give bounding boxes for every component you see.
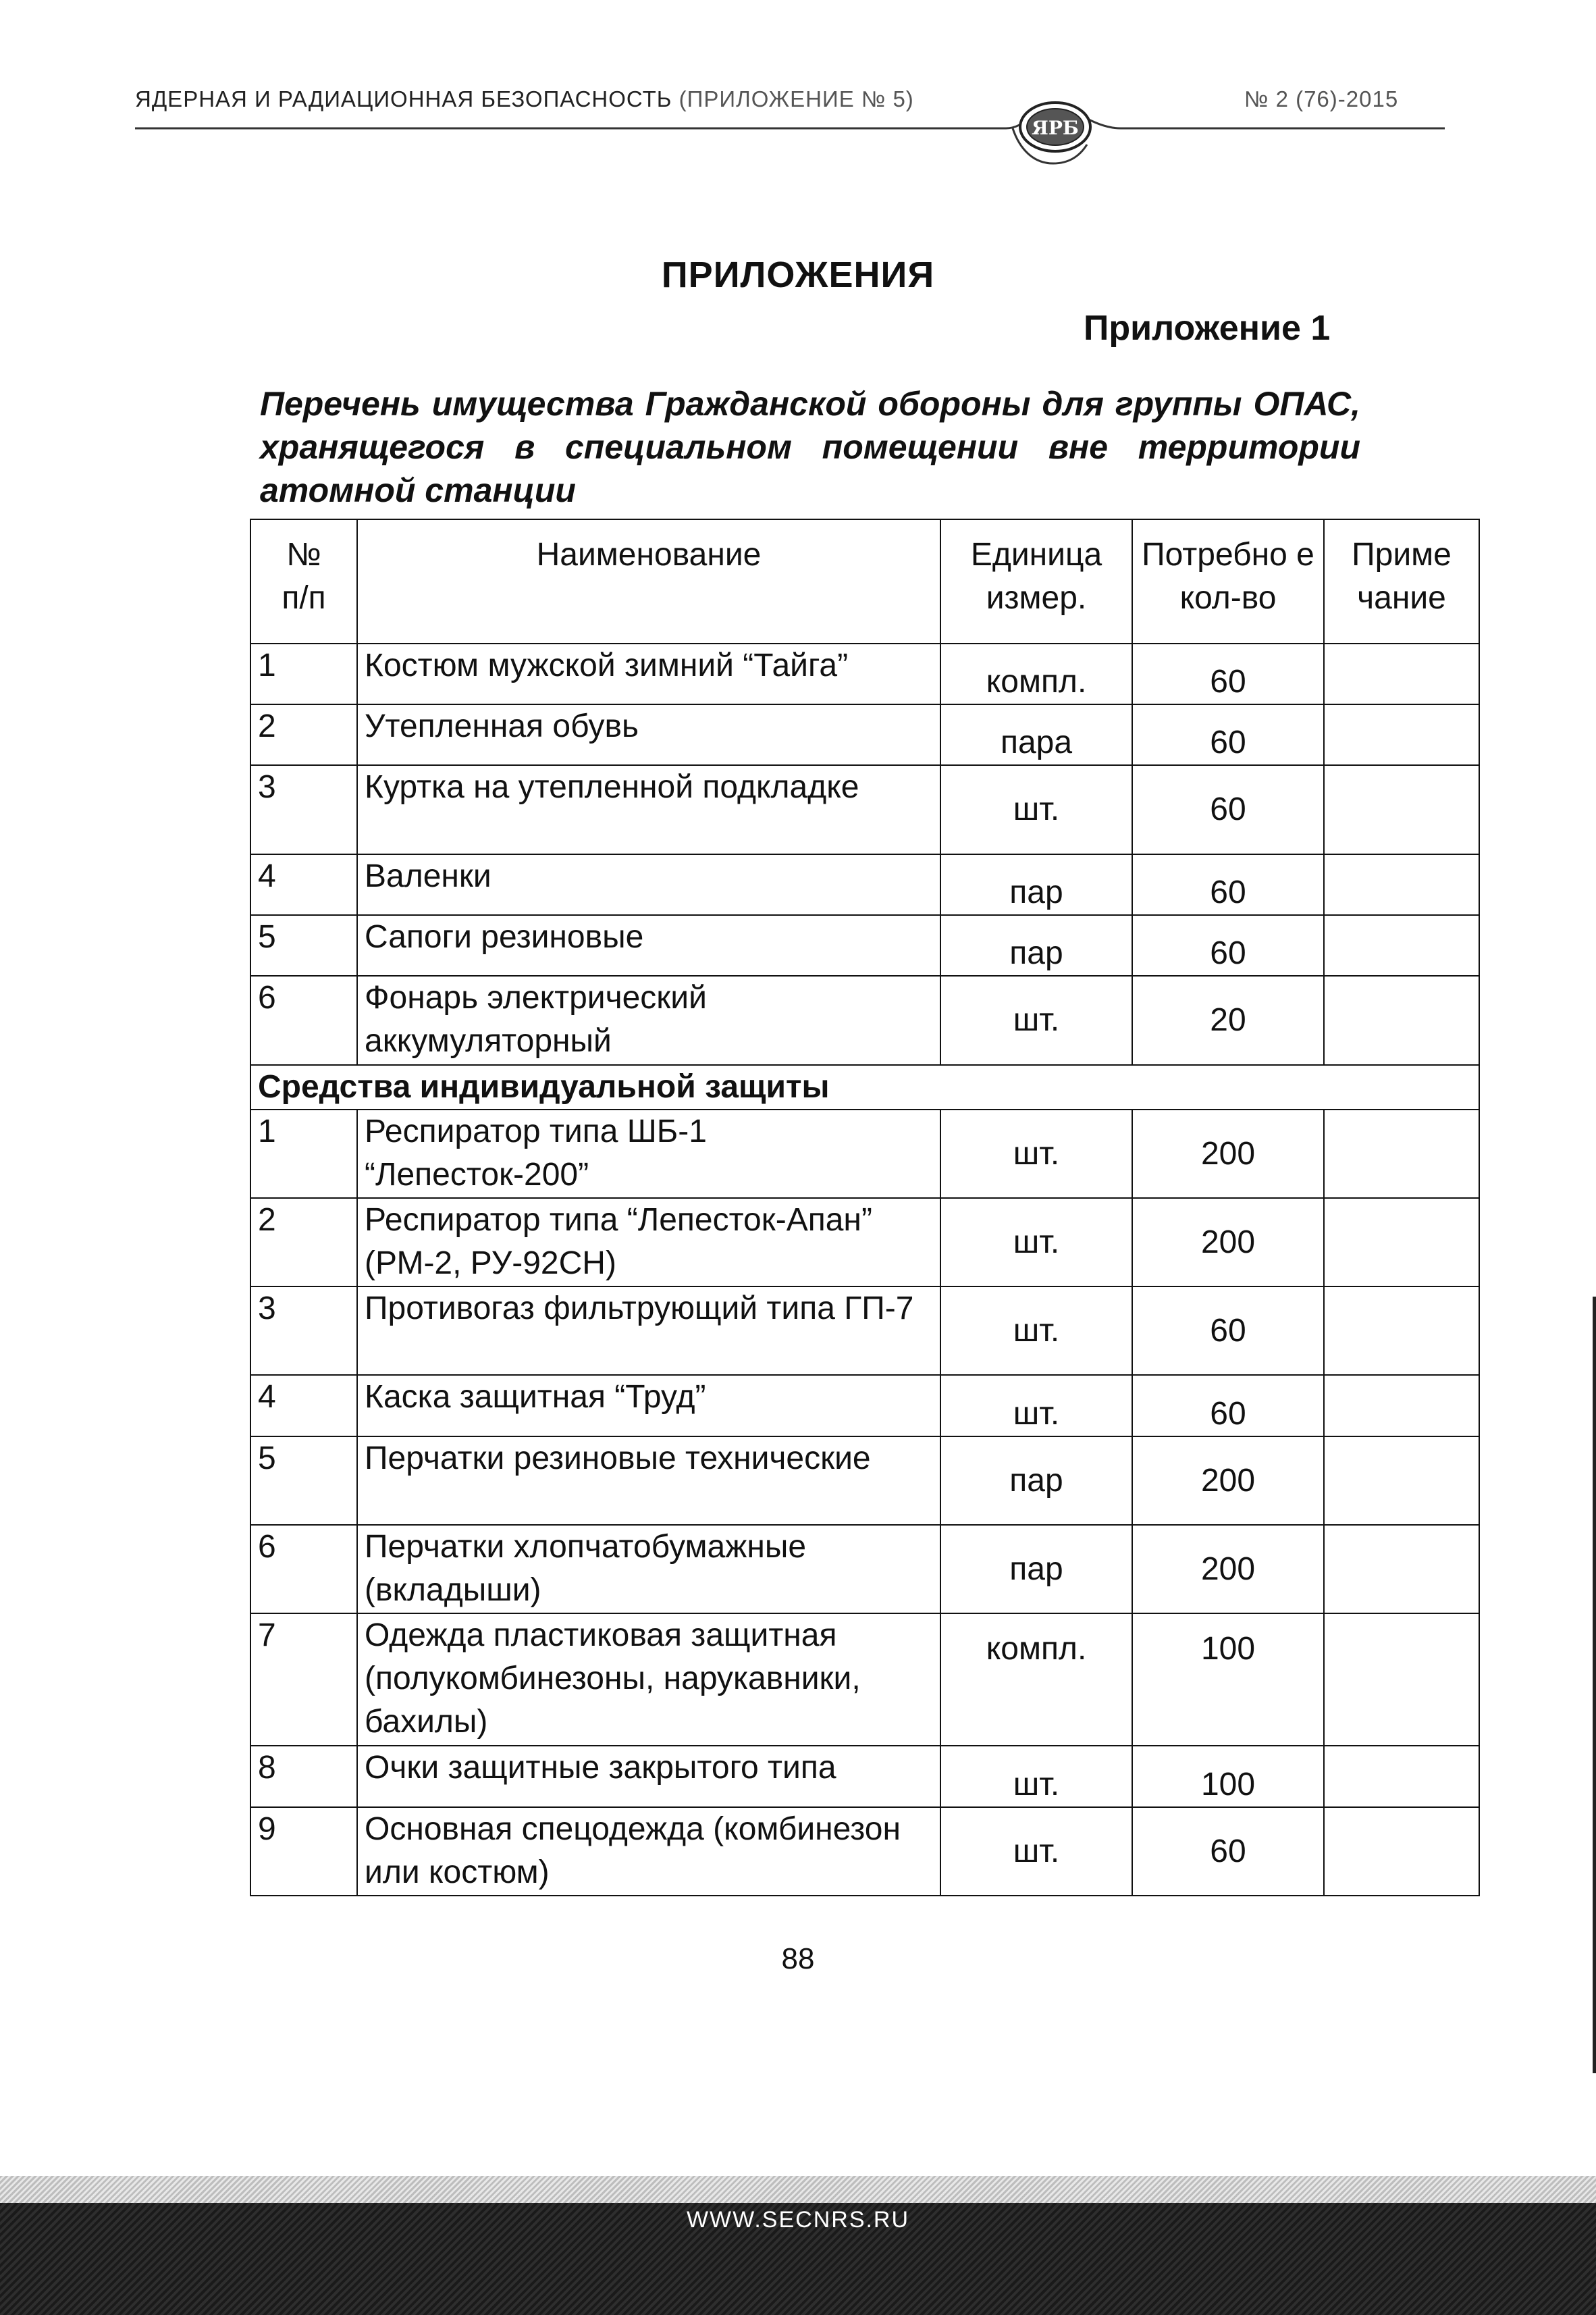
footer-url: WWW.SECNRS.RU: [686, 2207, 910, 2233]
item-quantity: 20: [1132, 976, 1324, 1065]
item-note: [1324, 854, 1479, 915]
header-number: [250, 519, 357, 644]
item-unit: шт.: [940, 1198, 1132, 1286]
item-unit: шт.: [940, 976, 1132, 1065]
table-row: [250, 976, 1479, 1065]
header-name: Наименование: [357, 519, 940, 644]
table-row: [250, 1746, 1479, 1807]
item-unit: шт.: [940, 1286, 1132, 1375]
item-note: [1324, 1375, 1479, 1436]
item-name: Перчатки резиновые технические: [357, 1436, 940, 1525]
item-unit: шт.: [940, 1746, 1132, 1807]
item-name: Куртка на утепленной подкладке: [357, 765, 940, 854]
item-name: Костюм мужской зимний “Тайга”: [357, 644, 940, 704]
row-number: 2: [250, 704, 357, 765]
table-row: [250, 644, 1479, 704]
row-number: 3: [250, 1286, 357, 1375]
item-name: Респиратор типа ШБ-1 “Лепесток-200”: [357, 1110, 940, 1198]
item-name: Утепленная обувь: [357, 704, 940, 765]
section-row: [250, 1065, 1479, 1110]
item-name: Каска защитная “Труд”: [357, 1375, 940, 1436]
row-number: 7: [250, 1613, 357, 1746]
row-number: 4: [250, 1375, 357, 1436]
header-rule: [135, 101, 1445, 169]
row-number: 5: [250, 1436, 357, 1525]
logo-text: ЯРБ: [1032, 117, 1079, 139]
table-row: [250, 1436, 1479, 1525]
table-row: [250, 915, 1479, 976]
item-unit: пар: [940, 1525, 1132, 1613]
item-unit: компл.: [940, 644, 1132, 704]
item-name: Фонарь электрический аккумуляторный: [357, 976, 940, 1065]
item-quantity: 60: [1132, 854, 1324, 915]
item-quantity: 100: [1132, 1613, 1324, 1746]
table-row: [250, 1613, 1479, 1746]
page-number: 88: [781, 1942, 815, 1975]
item-note: [1324, 1613, 1479, 1746]
item-name: Перчатки хлопчатобумажные (вкладыши): [357, 1525, 940, 1613]
item-note: [1324, 1286, 1479, 1375]
row-number: 8: [250, 1746, 357, 1807]
item-note: [1324, 915, 1479, 976]
item-unit: пара: [940, 704, 1132, 765]
row-number: 1: [250, 644, 357, 704]
issue-number: № 2 (76)-2015: [1244, 86, 1399, 111]
header-quantity: Потребно е кол-во: [1132, 519, 1324, 644]
item-unit: пар: [940, 1436, 1132, 1525]
section-label: Средства индивидуальной защиты: [250, 1065, 1479, 1110]
table-row: [250, 704, 1479, 765]
row-number: 5: [250, 915, 357, 976]
item-quantity: 60: [1132, 704, 1324, 765]
item-unit: пар: [940, 915, 1132, 976]
list-title: Перечень имущества Гражданской обороны для группы ОПАС, хранящегося в специальном помещении вне территории атомной станции: [260, 385, 1360, 509]
item-note: [1324, 1198, 1479, 1286]
item-note: [1324, 1807, 1479, 1896]
row-number: 6: [250, 1525, 357, 1613]
item-quantity: 200: [1132, 1525, 1324, 1613]
item-name: Одежда пластиковая защитная (полукомбинезоны, нарукавники, бахилы): [357, 1613, 940, 1746]
item-quantity: 60: [1132, 1286, 1324, 1375]
table-row: [250, 854, 1479, 915]
item-quantity: 60: [1132, 1375, 1324, 1436]
item-unit: шт.: [940, 1375, 1132, 1436]
table-row: [250, 1375, 1479, 1436]
table-row: [250, 1198, 1479, 1286]
item-note: [1324, 1110, 1479, 1198]
item-name: Валенки: [357, 854, 940, 915]
item-unit: шт.: [940, 765, 1132, 854]
item-note: [1324, 976, 1479, 1065]
item-quantity: 60: [1132, 915, 1324, 976]
item-name: Противогаз фильтрующий типа ГП-7: [357, 1286, 940, 1375]
table-row: [250, 765, 1479, 854]
item-name: Респиратор типа “Лепесток-Апан” (РМ-2, РУ-92СН): [357, 1198, 940, 1286]
item-name: Очки защитные закрытого типа: [357, 1746, 940, 1807]
item-unit: шт.: [940, 1807, 1132, 1896]
header-note: Приме чание: [1324, 519, 1479, 644]
item-note: [1324, 644, 1479, 704]
item-quantity: 200: [1132, 1110, 1324, 1198]
annex-label: Приложение 1: [1084, 309, 1331, 348]
row-number: 4: [250, 854, 357, 915]
item-quantity: 60: [1132, 765, 1324, 854]
table-row: [250, 1110, 1479, 1198]
item-quantity: 60: [1132, 644, 1324, 704]
journal-seal-logo-icon: [1011, 81, 1099, 169]
item-note: [1324, 1525, 1479, 1613]
item-quantity: 60: [1132, 1807, 1324, 1896]
item-quantity: 200: [1132, 1198, 1324, 1286]
item-quantity: 200: [1132, 1436, 1324, 1525]
table-row: [250, 1807, 1479, 1896]
supplement-label: (ПРИЛОЖЕНИЕ № 5): [679, 86, 914, 111]
row-number: 9: [250, 1807, 357, 1896]
table-row: [250, 1286, 1479, 1375]
section-title: ПРИЛОЖЕНИЯ: [661, 255, 935, 295]
item-unit: пар: [940, 854, 1132, 915]
scan-edge-line: [1593, 1297, 1596, 2073]
item-quantity: 100: [1132, 1746, 1324, 1807]
item-note: [1324, 704, 1479, 765]
footer-hatch-strip: [0, 2176, 1596, 2203]
item-note: [1324, 765, 1479, 854]
inventory-table: [250, 519, 1480, 1896]
row-number: 3: [250, 765, 357, 854]
header-unit: Единица измер.: [940, 519, 1132, 644]
table-header-row: [250, 519, 1479, 644]
header-number-line2: п/п: [282, 580, 326, 616]
item-unit: компл.: [940, 1613, 1132, 1746]
table-row: [250, 1525, 1479, 1613]
journal-name: ЯДЕРНАЯ И РАДИАЦИОННАЯ БЕЗОПАСНОСТЬ: [135, 86, 672, 111]
row-number: 1: [250, 1110, 357, 1198]
item-note: [1324, 1746, 1479, 1807]
row-number: 2: [250, 1198, 357, 1286]
header-number-line1: №: [286, 537, 321, 573]
item-unit: шт.: [940, 1110, 1132, 1198]
item-name: Основная спецодежда (комбинезон или костюм): [357, 1807, 940, 1896]
row-number: 6: [250, 976, 357, 1065]
item-name: Сапоги резиновые: [357, 915, 940, 976]
item-note: [1324, 1436, 1479, 1525]
